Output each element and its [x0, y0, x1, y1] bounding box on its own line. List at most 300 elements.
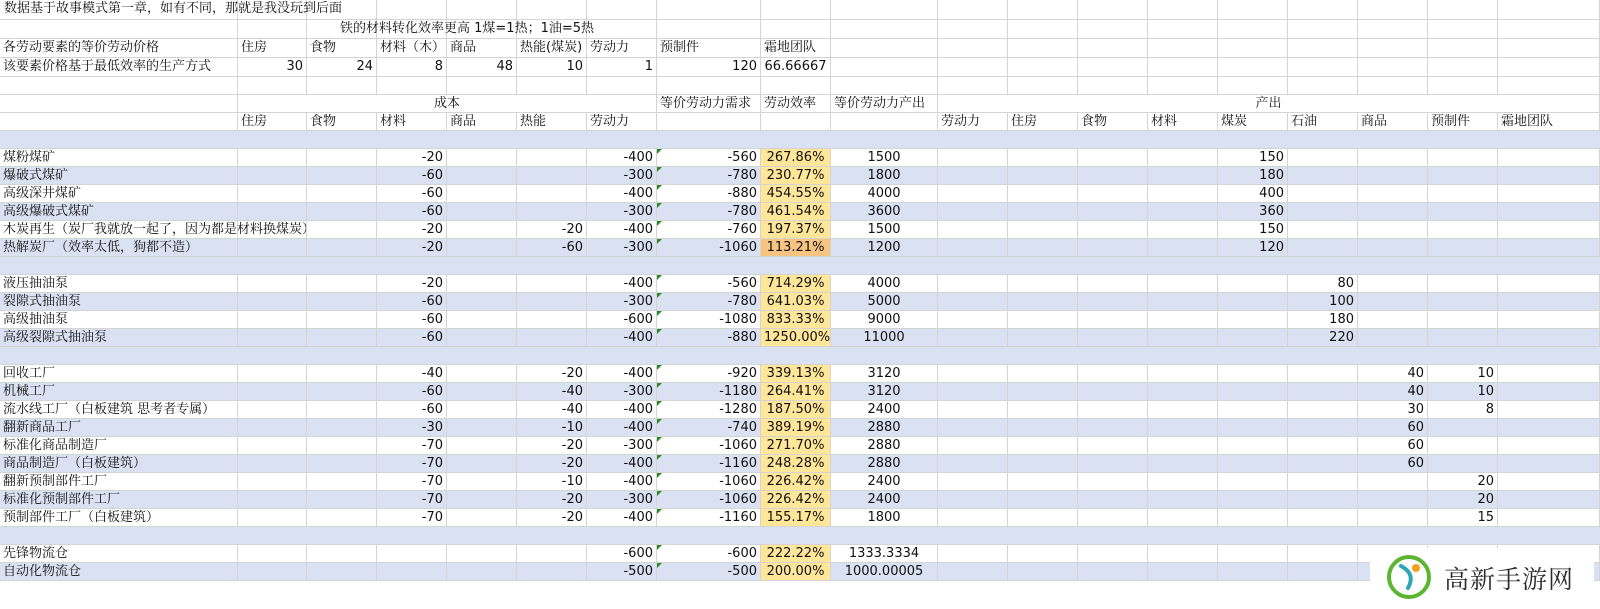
cost-column-header[interactable]: 食物: [307, 113, 377, 130]
building-name[interactable]: 爆破式煤矿: [0, 167, 238, 184]
empty-cell[interactable]: [761, 77, 831, 94]
empty-cell[interactable]: [1008, 0, 1078, 19]
coal-output[interactable]: [1218, 383, 1288, 400]
labor-efficiency[interactable]: 230.77%: [761, 167, 831, 184]
price-table-label[interactable]: 各劳动要素的等价劳动价格: [0, 39, 238, 57]
price-value-cell[interactable]: 1: [587, 58, 657, 76]
building-name[interactable]: 自动化物流仓: [0, 563, 238, 580]
empty-cell[interactable]: [1008, 365, 1078, 382]
empty-cell[interactable]: [1498, 58, 1600, 76]
labor-demand[interactable]: -780: [657, 293, 761, 310]
empty-cell[interactable]: [307, 77, 377, 94]
empty-cell[interactable]: [831, 39, 938, 57]
empty-cell[interactable]: [1148, 185, 1218, 202]
labor-output[interactable]: 1800: [831, 509, 938, 526]
labor-cost[interactable]: -400: [587, 149, 657, 166]
empty-cell[interactable]: [938, 365, 1008, 382]
labor-demand[interactable]: -1080: [657, 311, 761, 328]
labor-output[interactable]: 2400: [831, 401, 938, 418]
empty-cell[interactable]: [831, 58, 938, 76]
coal-output[interactable]: 180: [1218, 167, 1288, 184]
empty-cell[interactable]: [1008, 419, 1078, 436]
empty-cell[interactable]: [307, 383, 377, 400]
empty-cell[interactable]: [1008, 311, 1078, 328]
empty-cell[interactable]: [238, 545, 307, 562]
empty-cell[interactable]: [307, 275, 377, 292]
price-value-cell[interactable]: 30: [238, 58, 307, 76]
labor-demand-header[interactable]: 等价劳动力需求: [657, 95, 761, 112]
building-name[interactable]: 机械工厂: [0, 383, 238, 400]
labor-demand[interactable]: -560: [657, 275, 761, 292]
labor-output[interactable]: 1200: [831, 239, 938, 256]
labor-efficiency[interactable]: 454.55%: [761, 185, 831, 202]
labor-efficiency[interactable]: 1250.00%: [761, 329, 831, 346]
heat-cost[interactable]: [517, 167, 587, 184]
empty-cell[interactable]: [238, 473, 307, 490]
coal-output[interactable]: [1218, 401, 1288, 418]
coal-output[interactable]: [1218, 275, 1288, 292]
prefab-output[interactable]: [1428, 203, 1498, 220]
labor-demand[interactable]: -1280: [657, 401, 761, 418]
prefab-output[interactable]: [1428, 149, 1498, 166]
cost-group-header[interactable]: 成本: [238, 95, 657, 112]
material-cost[interactable]: -70: [377, 509, 447, 526]
labor-efficiency[interactable]: 222.22%: [761, 545, 831, 562]
price-header-cell[interactable]: 霜地团队: [761, 39, 831, 57]
empty-cell[interactable]: [1358, 39, 1428, 57]
goods-output[interactable]: [1358, 311, 1428, 328]
empty-cell[interactable]: [1148, 58, 1218, 76]
empty-cell[interactable]: [938, 545, 1008, 562]
goods-output[interactable]: [1358, 275, 1428, 292]
building-name[interactable]: 木炭再生（炭厂我就放一起了，因为都是材料换煤炭）: [0, 221, 238, 238]
goods-output[interactable]: 30: [1358, 401, 1428, 418]
empty-cell[interactable]: [1008, 473, 1078, 490]
labor-cost[interactable]: -300: [587, 383, 657, 400]
price-value-label[interactable]: 该要素价格基于最低效率的生产方式: [0, 58, 238, 76]
empty-cell[interactable]: [307, 203, 377, 220]
oil-output[interactable]: 180: [1288, 311, 1358, 328]
empty-cell[interactable]: [238, 20, 307, 38]
empty-cell[interactable]: [1078, 275, 1148, 292]
labor-output[interactable]: 1500: [831, 221, 938, 238]
empty-cell[interactable]: [0, 113, 238, 130]
oil-output[interactable]: [1288, 491, 1358, 508]
building-name[interactable]: 标准化商品制造厂: [0, 437, 238, 454]
empty-cell[interactable]: [307, 311, 377, 328]
empty-cell[interactable]: [831, 20, 938, 38]
labor-output[interactable]: 3600: [831, 203, 938, 220]
empty-cell[interactable]: [1358, 20, 1428, 38]
empty-cell[interactable]: [447, 185, 517, 202]
material-cost[interactable]: -60: [377, 185, 447, 202]
prefab-output[interactable]: 10: [1428, 383, 1498, 400]
empty-cell[interactable]: [761, 20, 831, 38]
labor-output[interactable]: 2400: [831, 473, 938, 490]
prefab-output[interactable]: [1428, 437, 1498, 454]
labor-efficiency[interactable]: 267.86%: [761, 149, 831, 166]
empty-cell[interactable]: [1148, 437, 1218, 454]
labor-efficiency[interactable]: 200.00%: [761, 563, 831, 580]
empty-cell[interactable]: [938, 401, 1008, 418]
empty-cell[interactable]: [447, 545, 517, 562]
output-column-header[interactable]: 劳动力: [938, 113, 1008, 130]
empty-cell[interactable]: [238, 311, 307, 328]
empty-cell[interactable]: [1078, 167, 1148, 184]
labor-demand[interactable]: -600: [657, 545, 761, 562]
coal-output[interactable]: 400: [1218, 185, 1288, 202]
prefab-output[interactable]: 10: [1428, 365, 1498, 382]
empty-cell[interactable]: [1148, 311, 1218, 328]
labor-efficiency[interactable]: 641.03%: [761, 293, 831, 310]
price-header-cell[interactable]: 住房: [238, 39, 307, 57]
material-cost[interactable]: -60: [377, 203, 447, 220]
oil-output[interactable]: 220: [1288, 329, 1358, 346]
empty-cell[interactable]: [1008, 545, 1078, 562]
coal-output[interactable]: [1218, 437, 1288, 454]
empty-cell[interactable]: [1148, 383, 1218, 400]
labor-demand[interactable]: -920: [657, 365, 761, 382]
coal-output[interactable]: 360: [1218, 203, 1288, 220]
empty-cell[interactable]: [447, 239, 517, 256]
coal-output[interactable]: 150: [1218, 221, 1288, 238]
heat-cost[interactable]: -10: [517, 473, 587, 490]
empty-cell[interactable]: [1498, 275, 1600, 292]
empty-cell[interactable]: [657, 113, 761, 130]
empty-cell[interactable]: [447, 437, 517, 454]
labor-cost[interactable]: -300: [587, 203, 657, 220]
empty-cell[interactable]: [1218, 0, 1288, 19]
heat-cost[interactable]: -20: [517, 437, 587, 454]
empty-cell[interactable]: [1148, 563, 1218, 580]
empty-cell[interactable]: [1008, 167, 1078, 184]
empty-cell[interactable]: [1008, 185, 1078, 202]
empty-cell[interactable]: [1008, 239, 1078, 256]
empty-cell[interactable]: [1078, 455, 1148, 472]
output-column-header[interactable]: 煤炭: [1218, 113, 1288, 130]
material-cost[interactable]: -20: [377, 149, 447, 166]
labor-output[interactable]: 1333.3334: [831, 545, 938, 562]
empty-cell[interactable]: [447, 275, 517, 292]
oil-output[interactable]: [1288, 419, 1358, 436]
empty-cell[interactable]: [1148, 20, 1218, 38]
empty-cell[interactable]: [238, 329, 307, 346]
output-group-header[interactable]: 产出: [938, 95, 1600, 112]
labor-cost[interactable]: -400: [587, 221, 657, 238]
empty-cell[interactable]: [1078, 20, 1148, 38]
empty-cell[interactable]: [1498, 239, 1600, 256]
empty-cell[interactable]: [0, 77, 238, 94]
empty-cell[interactable]: [238, 383, 307, 400]
empty-cell[interactable]: [1498, 383, 1600, 400]
oil-output[interactable]: [1288, 473, 1358, 490]
empty-cell[interactable]: [1078, 203, 1148, 220]
empty-cell[interactable]: [1008, 563, 1078, 580]
empty-cell[interactable]: [1078, 383, 1148, 400]
labor-output[interactable]: 4000: [831, 185, 938, 202]
labor-demand[interactable]: -1160: [657, 509, 761, 526]
empty-cell[interactable]: [1078, 311, 1148, 328]
empty-cell[interactable]: [1008, 437, 1078, 454]
empty-cell[interactable]: [1358, 77, 1428, 94]
prefab-output[interactable]: [1428, 185, 1498, 202]
empty-cell[interactable]: [938, 419, 1008, 436]
empty-cell[interactable]: [1148, 509, 1218, 526]
empty-cell[interactable]: [1148, 39, 1218, 57]
heat-cost[interactable]: -40: [517, 383, 587, 400]
building-name[interactable]: 高级抽油泵: [0, 311, 238, 328]
empty-cell[interactable]: [1148, 239, 1218, 256]
empty-cell[interactable]: [447, 311, 517, 328]
building-name[interactable]: 先锋物流仓: [0, 545, 238, 562]
empty-cell[interactable]: [1008, 77, 1078, 94]
empty-cell[interactable]: [1008, 20, 1078, 38]
empty-cell[interactable]: [1218, 77, 1288, 94]
empty-cell[interactable]: [447, 221, 517, 238]
prefab-output[interactable]: [1428, 221, 1498, 238]
labor-cost[interactable]: -600: [587, 545, 657, 562]
prefab-output[interactable]: [1428, 329, 1498, 346]
heat-cost[interactable]: [517, 545, 587, 562]
empty-cell[interactable]: [657, 77, 761, 94]
empty-cell[interactable]: [238, 455, 307, 472]
goods-output[interactable]: 40: [1358, 365, 1428, 382]
building-name[interactable]: 高级爆破式煤矿: [0, 203, 238, 220]
prefab-output[interactable]: [1428, 275, 1498, 292]
empty-cell[interactable]: [1498, 491, 1600, 508]
labor-output[interactable]: 1500: [831, 149, 938, 166]
price-value-cell[interactable]: 66.66667: [761, 58, 831, 76]
labor-demand[interactable]: -880: [657, 329, 761, 346]
labor-demand[interactable]: -1060: [657, 491, 761, 508]
labor-cost[interactable]: -600: [587, 311, 657, 328]
empty-cell[interactable]: [1148, 545, 1218, 562]
labor-output[interactable]: 1800: [831, 167, 938, 184]
empty-cell[interactable]: [1148, 419, 1218, 436]
empty-cell[interactable]: [447, 149, 517, 166]
heat-cost[interactable]: -20: [517, 455, 587, 472]
prefab-output[interactable]: [1428, 419, 1498, 436]
oil-output[interactable]: [1288, 203, 1358, 220]
empty-cell[interactable]: [938, 509, 1008, 526]
prefab-output[interactable]: 15: [1428, 509, 1498, 526]
empty-cell[interactable]: [1008, 455, 1078, 472]
empty-cell[interactable]: [1078, 419, 1148, 436]
material-cost[interactable]: -60: [377, 401, 447, 418]
heat-cost[interactable]: -20: [517, 365, 587, 382]
empty-cell[interactable]: [517, 0, 587, 19]
empty-cell[interactable]: [938, 311, 1008, 328]
goods-output[interactable]: [1358, 203, 1428, 220]
material-cost[interactable]: -70: [377, 491, 447, 508]
empty-cell[interactable]: [447, 419, 517, 436]
labor-cost[interactable]: -500: [587, 563, 657, 580]
empty-cell[interactable]: [307, 167, 377, 184]
empty-cell[interactable]: [1148, 491, 1218, 508]
empty-cell[interactable]: [307, 455, 377, 472]
goods-output[interactable]: 60: [1358, 437, 1428, 454]
empty-cell[interactable]: [938, 185, 1008, 202]
empty-cell[interactable]: [1428, 0, 1498, 19]
empty-cell[interactable]: [1498, 149, 1600, 166]
oil-output[interactable]: [1288, 167, 1358, 184]
empty-cell[interactable]: [938, 77, 1008, 94]
labor-demand[interactable]: -780: [657, 167, 761, 184]
empty-cell[interactable]: [1008, 149, 1078, 166]
building-name[interactable]: 回收工厂: [0, 365, 238, 382]
empty-cell[interactable]: [1498, 185, 1600, 202]
goods-output[interactable]: [1358, 239, 1428, 256]
empty-cell[interactable]: [1008, 329, 1078, 346]
empty-cell[interactable]: [307, 221, 377, 238]
labor-demand[interactable]: -1060: [657, 239, 761, 256]
material-cost[interactable]: -20: [377, 239, 447, 256]
empty-cell[interactable]: [1148, 203, 1218, 220]
empty-cell[interactable]: [1148, 149, 1218, 166]
building-name[interactable]: 液压抽油泵: [0, 275, 238, 292]
empty-cell[interactable]: [238, 77, 307, 94]
empty-cell[interactable]: [1498, 77, 1600, 94]
empty-cell[interactable]: [1078, 39, 1148, 57]
empty-cell[interactable]: [938, 491, 1008, 508]
oil-output[interactable]: [1288, 221, 1358, 238]
cost-column-header[interactable]: 材料: [377, 113, 447, 130]
empty-cell[interactable]: [1498, 167, 1600, 184]
labor-efficiency[interactable]: 271.70%: [761, 437, 831, 454]
empty-cell[interactable]: [657, 20, 761, 38]
empty-cell[interactable]: [1148, 365, 1218, 382]
empty-cell[interactable]: [1498, 0, 1600, 19]
empty-cell[interactable]: [238, 275, 307, 292]
coal-output[interactable]: [1218, 329, 1288, 346]
empty-cell[interactable]: [1218, 58, 1288, 76]
empty-cell[interactable]: [1148, 221, 1218, 238]
empty-cell[interactable]: [1498, 509, 1600, 526]
empty-cell[interactable]: [307, 293, 377, 310]
empty-cell[interactable]: [938, 455, 1008, 472]
empty-cell[interactable]: [447, 383, 517, 400]
empty-cell[interactable]: [938, 473, 1008, 490]
oil-output[interactable]: [1288, 185, 1358, 202]
empty-cell[interactable]: [1498, 401, 1600, 418]
labor-output[interactable]: 2880: [831, 437, 938, 454]
empty-cell[interactable]: [1498, 329, 1600, 346]
empty-cell[interactable]: [447, 509, 517, 526]
empty-cell[interactable]: [1498, 39, 1600, 57]
price-header-cell[interactable]: 热能(煤炭): [517, 39, 587, 57]
prefab-output[interactable]: [1428, 311, 1498, 328]
labor-efficiency[interactable]: 155.17%: [761, 509, 831, 526]
heat-cost[interactable]: [517, 311, 587, 328]
empty-cell[interactable]: [1148, 455, 1218, 472]
empty-cell[interactable]: [447, 203, 517, 220]
goods-output[interactable]: [1358, 509, 1428, 526]
heat-cost[interactable]: -40: [517, 401, 587, 418]
empty-cell[interactable]: [307, 149, 377, 166]
empty-cell[interactable]: [1078, 545, 1148, 562]
empty-cell[interactable]: [307, 563, 377, 580]
material-cost[interactable]: [377, 545, 447, 562]
empty-cell[interactable]: [1078, 563, 1148, 580]
empty-cell[interactable]: [1218, 20, 1288, 38]
empty-cell[interactable]: [1008, 293, 1078, 310]
empty-cell[interactable]: [0, 20, 238, 38]
cost-column-header[interactable]: 劳动力: [587, 113, 657, 130]
empty-cell[interactable]: [587, 0, 657, 19]
heat-cost[interactable]: [517, 563, 587, 580]
coal-output[interactable]: [1218, 293, 1288, 310]
empty-cell[interactable]: [447, 455, 517, 472]
goods-output[interactable]: [1358, 473, 1428, 490]
empty-cell[interactable]: [1078, 509, 1148, 526]
empty-cell[interactable]: [1078, 293, 1148, 310]
building-name[interactable]: 商品制造厂（白板建筑）: [0, 455, 238, 472]
empty-cell[interactable]: [1078, 365, 1148, 382]
coal-output[interactable]: [1218, 365, 1288, 382]
price-header-cell[interactable]: 预制件: [657, 39, 761, 57]
labor-demand[interactable]: -1160: [657, 455, 761, 472]
labor-output[interactable]: 11000: [831, 329, 938, 346]
prefab-output[interactable]: [1428, 455, 1498, 472]
empty-cell[interactable]: [447, 401, 517, 418]
labor-efficiency[interactable]: 187.50%: [761, 401, 831, 418]
empty-cell[interactable]: [238, 185, 307, 202]
labor-output[interactable]: 2880: [831, 419, 938, 436]
labor-output[interactable]: 2880: [831, 455, 938, 472]
price-header-cell[interactable]: 劳动力: [587, 39, 657, 57]
empty-cell[interactable]: [238, 167, 307, 184]
empty-cell[interactable]: [938, 329, 1008, 346]
empty-cell[interactable]: [938, 39, 1008, 57]
labor-cost[interactable]: -400: [587, 401, 657, 418]
empty-cell[interactable]: [377, 77, 447, 94]
cost-column-header[interactable]: 热能: [517, 113, 587, 130]
labor-output-header[interactable]: 等价劳动力产出: [831, 95, 938, 112]
empty-cell[interactable]: [1428, 77, 1498, 94]
labor-efficiency[interactable]: 339.13%: [761, 365, 831, 382]
labor-output[interactable]: 9000: [831, 311, 938, 328]
empty-cell[interactable]: [307, 329, 377, 346]
labor-cost[interactable]: -400: [587, 509, 657, 526]
labor-cost[interactable]: -300: [587, 239, 657, 256]
empty-cell[interactable]: [1148, 329, 1218, 346]
empty-cell[interactable]: [1078, 473, 1148, 490]
goods-output[interactable]: [1358, 491, 1428, 508]
empty-cell[interactable]: [447, 77, 517, 94]
oil-output[interactable]: [1288, 149, 1358, 166]
price-value-cell[interactable]: 24: [307, 58, 377, 76]
material-cost[interactable]: -60: [377, 311, 447, 328]
building-name[interactable]: 热解炭厂（效率太低，狗都不造）: [0, 239, 238, 256]
output-column-header[interactable]: 石油: [1288, 113, 1358, 130]
labor-output[interactable]: 3120: [831, 365, 938, 382]
oil-output[interactable]: [1288, 365, 1358, 382]
empty-cell[interactable]: [1148, 77, 1218, 94]
heat-cost[interactable]: [517, 329, 587, 346]
empty-cell[interactable]: [1498, 293, 1600, 310]
price-header-cell[interactable]: 商品: [447, 39, 517, 57]
price-value-cell[interactable]: 48: [447, 58, 517, 76]
empty-cell[interactable]: [1078, 0, 1148, 19]
labor-cost[interactable]: -400: [587, 329, 657, 346]
goods-output[interactable]: [1358, 167, 1428, 184]
coal-output[interactable]: 150: [1218, 149, 1288, 166]
coal-output[interactable]: [1218, 545, 1288, 562]
material-cost[interactable]: -60: [377, 167, 447, 184]
empty-cell[interactable]: [447, 293, 517, 310]
oil-output[interactable]: [1288, 545, 1358, 562]
labor-cost[interactable]: -400: [587, 455, 657, 472]
